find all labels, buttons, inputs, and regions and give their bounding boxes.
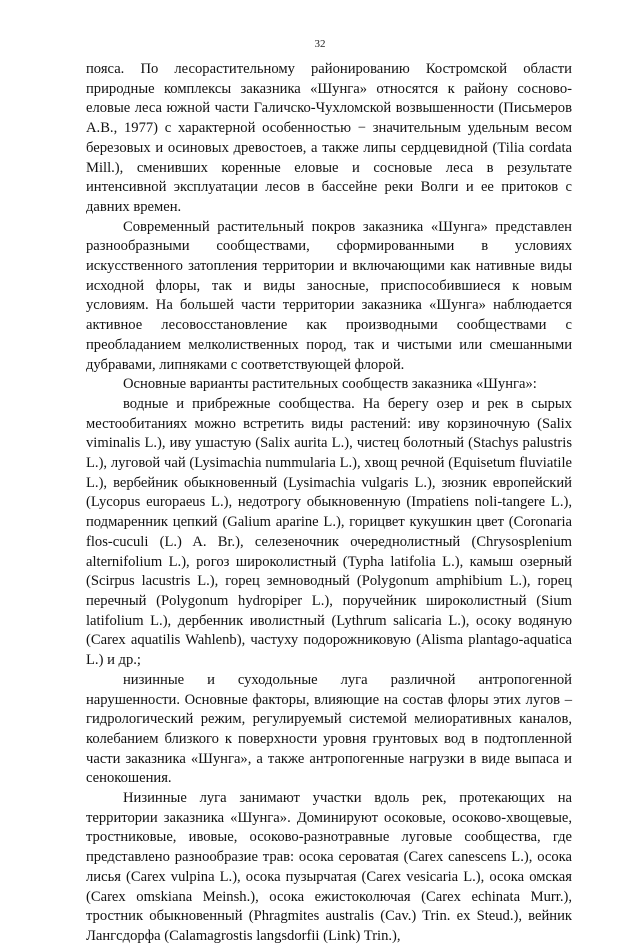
paragraph-4: водные и прибрежные сообщества. На берегу озер и рек в сырых местообитаниях можно встретить виды растений: иву корзиночную (Salix viminalis L.), иву ушастую (Salix aurita L.), чистец болотный (Stachys palustris L.), луговой чай (Lysimachia nummularia L.), хвощ речной (Equisetum fluviatile L.), вербейник обыкновенный (Lysimachia vulgaris L.), зюзник европейский (Lycopus europaeus L.), недотрогу обыкновенную (Impatiens noli-tangere L.), подмаренник цепкий (Galium aparine L.), горицвет кукушкин цвет (Coronaria flos-cuculi (L.) A. Br.), селезеночник очереднолистный (Chrysosplenium alternifolium L.), рогоз широколистный (Typha latifolia L.), камыш озерный (Scirpus lacustris L.), горец земноводный (Polygonum amphibium L.), горец перечный (Polygonum hydropiper L.), поручейник широколистный (Sium latifolium L.), дербенник иволистный (Lythrum salicaria L.), осоку водяную (Carex aquatilis Wahlenb), частуху подорожниковую (Alisma plantago-aquatica L.) и др.;	[86, 395, 572, 669]
page-number: 32	[314, 38, 326, 50]
paragraph-6: Низинные луга занимают участки вдоль рек, протекающих на территории заказника «Шунга». Доминируют осоковые, осоково-хвощевые, тростниковые, ивовые, осоково-разнотравные луговые сообщества, где представлено разнообразие трав: осока сероватая (Carex canescens L.), осока лисья (Carex vulpina L.), осока пузырчатая (Carex vesicaria L.), осока омская (Carex omskiana Meinsh.), осока ежистоколючая (Carex echinata Murr.), тростник обыкновенный (Phragmites australis (Cav.) Trin. ex Steud.), вейник Лангсдорфа (Calamagrostis langsdorfii (Link) Trin.),	[86, 790, 572, 944]
document-body	[86, 60, 572, 947]
paragraph-1: пояса. По лесорастительному районированию Костромской области природные комплексы заказника «Шунга» относятся к району сосново-еловые леса южной части Галичско-Чухломской возвышенности (Письмеров А.В., 1977) с характерной особенностью − значительным удельным весом березовых и осиновых древостоев, а также липы сердцевидной (Tilia cordata Mill.), сменивших коренные еловые и сосновые леса в результате интенсивной эксплуатации лесов в бассейне реки Волги и ее притоков с давних времен.	[86, 61, 572, 215]
paragraph-5: низинные и суходольные луга различной антропогенной нарушенности. Основные факторы, влияющие на состав флоры этих лугов – гидрологический режим, регулируемый системой мелиоративных каналов, колебанием близкого к поверхности уровня грунтовых вод в подтопленной части заказника «Шунга», а также антропогенные нагрузки в виде выпаса и сенокошения.	[86, 671, 572, 787]
paragraph-3: Основные варианты растительных сообществ заказника «Шунга»:	[123, 376, 537, 393]
paragraph-2: Современный растительный покров заказника «Шунга» представлен разнообразными сообществами, сформированными в условиях искусственного затопления территории и включающими как нативные виды исходной флоры, так и виды заносные, приспособившиеся к новым условиям. На большей части территории заказника «Шунга» наблюдается активное лесовосстановление как производными сообществами с преобладанием мелколиственных пород, так и чистыми или смешанными дубравами, липняками с соответствующей флорой.	[86, 218, 572, 373]
